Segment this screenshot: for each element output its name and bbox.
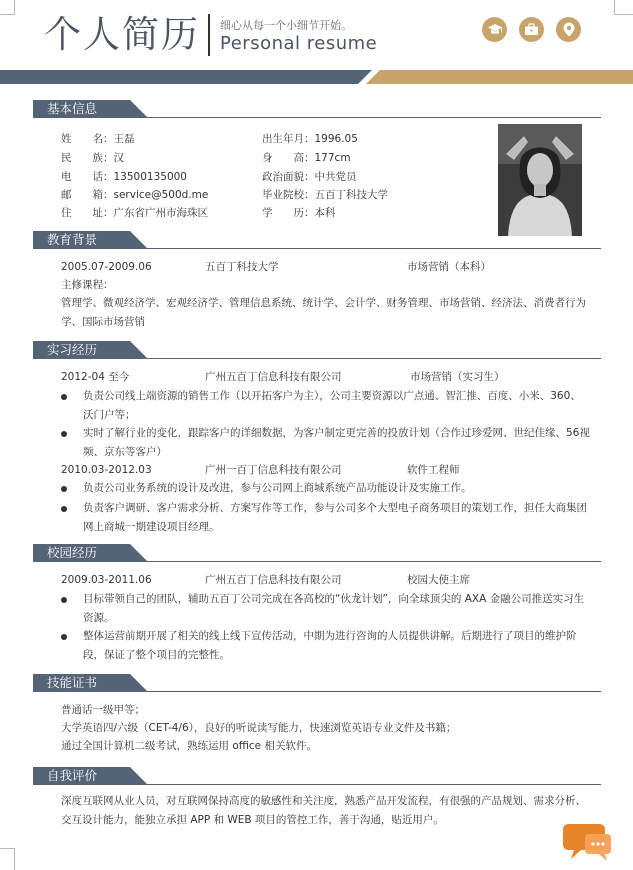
job-role: 软件工程师	[407, 464, 460, 476]
profile-photo	[498, 124, 582, 236]
field-birth: 出生年月：1996.05	[262, 133, 358, 145]
job-company: 广州五百丁信息科技有限公司	[205, 371, 342, 383]
field-address: 住 址：广东省广州市海珠区	[61, 207, 208, 219]
job-bullet: 负责公司业务系统的设计及改进，参与公司网上商城系统产品功能设计及实施工作。	[83, 482, 472, 494]
campus-bullet: 整体运营前期开展了相关的线上线下宣传活动，中期为进行咨询的人员提供讲解。后期进行了项目的维护阶段，保证了整个项目的完整性。	[83, 630, 577, 661]
crop-mark	[0, 14, 14, 15]
bullet-dot	[61, 506, 67, 512]
campus-period: 2009.03-2011.06	[61, 574, 152, 586]
section-title: 教育背景	[47, 232, 98, 247]
crop-mark	[614, 14, 633, 15]
crop-mark	[14, 0, 15, 15]
skill-line: 通过全国计算机二级考试，熟练运用 office 相关软件。	[61, 740, 317, 752]
section-header-education	[33, 231, 601, 249]
courses-label: 主修课程：	[61, 279, 114, 291]
job-bullet: 负责客户调研、客户需求分析、方案写作等工作，参与公司多个大型电子商务项目的策划工作，担任大商集团网上商城一期建设项目经理。	[83, 502, 587, 533]
chat-bubble-icon	[563, 820, 611, 864]
field-degree: 学 历：本科	[262, 207, 336, 219]
field-height: 身 高：177cm	[262, 152, 351, 164]
page-title: 个人简历	[44, 13, 200, 56]
bullet-dot	[61, 431, 67, 437]
briefcase-icon	[519, 17, 544, 42]
field-political: 政治面貌：中共党员	[262, 171, 357, 183]
bullet-dot	[61, 486, 67, 492]
graduation-cap-icon	[482, 17, 507, 42]
education-major: 市场营销（本科）	[407, 261, 491, 273]
section-title: 技能证书	[47, 675, 98, 690]
job-bullet: 实时了解行业的变化，跟踪客户的详细数据，为客户制定更完善的投放计划（合作过珍爱网、世纪佳缘、56视频、京东等客户）	[83, 427, 590, 458]
self-eval-text: 深度互联网从业人员，对互联网保持高度的敏感性和关注度，熟悉产品开发流程，有很强的产品规划、需求分析、交互设计能力，能独立承担 APP 和 WEB 项目的管控工作，善于沟通，贴近用户。	[61, 795, 586, 826]
skill-line: 普通话一级甲等；	[61, 704, 145, 716]
education-school: 五百丁科技大学	[205, 261, 279, 273]
page-subtitle: Personal resume	[220, 33, 378, 54]
job-role: 市场营销（实习生）	[410, 371, 505, 383]
education-period: 2005.07-2009.06	[61, 261, 152, 273]
job-company: 广州一百丁信息科技有限公司	[205, 464, 342, 476]
section-title: 校园经历	[47, 545, 98, 560]
job-bullet: 负责公司线上端资源的销售工作（以开拓客户为主），公司主要资源以广点通、智汇推、百度、小米、360、沃门户等；	[83, 390, 581, 421]
field-ethnicity: 民 族：汉	[61, 152, 124, 164]
campus-bullet: 目标带领自己的团队，辅助五百丁公司完成在各高校的“伙龙计划”，向全球顶尖的 AXA 金融公司推送实习生资源。	[83, 593, 585, 624]
section-header-basic	[33, 100, 601, 118]
campus-role: 校园大使主席	[407, 574, 470, 586]
field-email: 邮 箱：service@500d.me	[61, 189, 209, 201]
job-period: 2010.03-2012.03	[61, 464, 152, 476]
section-header-campus	[33, 544, 601, 562]
location-pin-icon	[556, 17, 581, 42]
section-header-internship	[33, 341, 601, 359]
bullet-dot	[61, 597, 67, 603]
section-title: 基本信息	[47, 101, 98, 116]
crop-mark	[614, 0, 615, 14]
bullet-dot	[61, 394, 67, 400]
tagline: 细心从每一个小细节开始。	[220, 19, 352, 32]
title-divider	[208, 14, 210, 56]
field-school: 毕业院校：五百丁科技大学	[262, 189, 388, 201]
field-name: 姓 名：王磊	[61, 133, 135, 145]
job-period: 2012-04 至今	[61, 371, 130, 383]
campus-company: 广州五百丁信息科技有限公司	[205, 574, 342, 586]
header-band	[0, 70, 633, 84]
field-phone: 电 话：13500135000	[61, 171, 187, 183]
crop-mark	[14, 848, 15, 870]
section-header-skills	[33, 674, 601, 692]
skill-line: 大学英语四/六级（CET-4/6），良好的听说读写能力，快速浏览英语专业文件及书籍；	[61, 722, 457, 734]
section-header-self-eval	[33, 767, 601, 785]
section-title: 自我评价	[47, 768, 98, 783]
crop-mark	[0, 848, 14, 849]
section-title: 实习经历	[47, 342, 98, 357]
courses-list: 管理学、微观经济学、宏观经济学、管理信息系统、统计学、会计学、财务管理、市场营销、经济法、消费者行为学、国际市场营销	[61, 297, 586, 328]
bullet-dot	[61, 634, 67, 640]
